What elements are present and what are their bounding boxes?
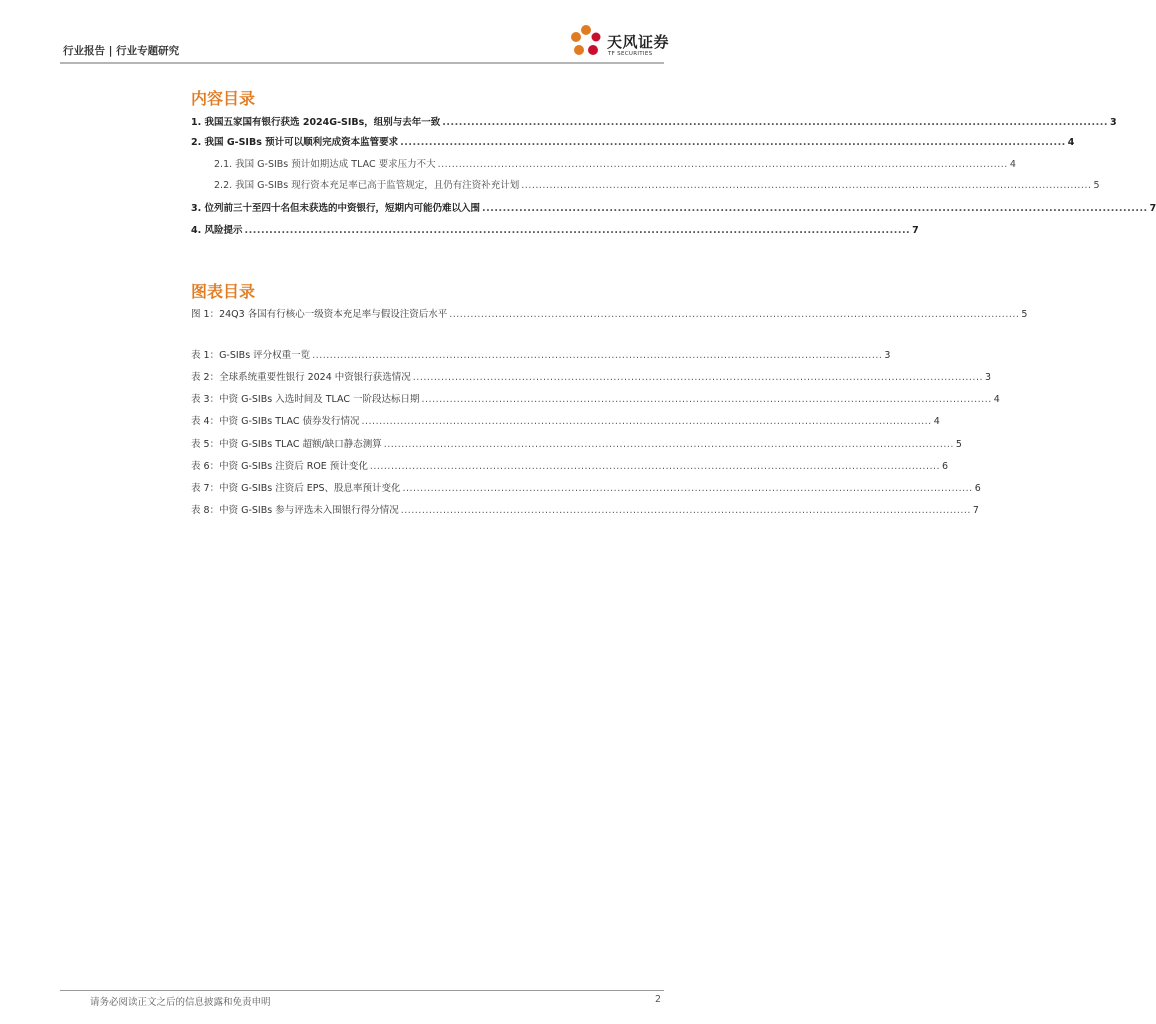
dot-leader: .................................................................................................................................................................. xyxy=(412,372,983,383)
footer-divider xyxy=(60,990,664,991)
toc-page-number: 7 xyxy=(912,225,919,236)
toc-page-number: 5 xyxy=(1093,180,1100,191)
dot-leader: .................................................................................................................................................................. xyxy=(312,350,883,361)
table-entry[interactable]: 表 1：G-SIBs 评分权重一览 .................................................................................................................................................................. 3 xyxy=(191,348,666,364)
toc-entry[interactable]: 2. 我国 G-SIBs 预计可以顺利完成资本监管要求 .................................................................................................................................................................. 4 xyxy=(191,135,666,151)
dot-leader: .................................................................................................................................................................. xyxy=(383,439,954,450)
page-number: 2 xyxy=(655,994,662,1005)
flower-logo-icon xyxy=(567,22,605,60)
report-category: 行业报告 | 行业专题研究 xyxy=(63,45,180,57)
dot-leader: .................................................................................................................................................................. xyxy=(369,461,941,472)
dot-leader: .................................................................................................................................................................. xyxy=(400,137,1066,148)
dot-leader: .................................................................................................................................................................. xyxy=(361,416,932,427)
table-entry[interactable]: 表 3：中资 G-SIBs 入选时间及 TLAC 一阶段达标日期 .................................................................................................................................................................. 4 xyxy=(191,392,666,408)
toc-subentry[interactable]: 2.1. 我国 G-SIBs 预计如期达成 TLAC 要求压力不大 .................................................................................................................................................................. 4 xyxy=(214,157,666,173)
dot-leader: .................................................................................................................................................................. xyxy=(244,225,911,236)
dot-leader: .................................................................................................................................................................. xyxy=(402,483,973,494)
toc-entry[interactable]: 1. 我国五家国有银行获选 2024G-SIBs，组别与去年一致 .................................................................................................................................................................. 3 xyxy=(191,115,666,131)
logo-chinese-name: 天风证券 xyxy=(607,33,670,51)
footer-disclaimer: 请务必阅读正文之后的信息披露和免责申明 xyxy=(90,997,271,1008)
dot-leader: .................................................................................................................................................................. xyxy=(400,505,971,516)
toc-page-number: 3 xyxy=(1109,117,1117,128)
toc-subentry[interactable]: 2.2. 我国 G-SIBs 现行资本充足率已高于监管规定，且仍有注资补充计划 .................................................................................................................................................................. 5 xyxy=(214,178,666,194)
dot-leader: .................................................................................................................................................................. xyxy=(449,309,1020,320)
table-page-number: 6 xyxy=(942,461,949,472)
toc-entry[interactable]: 4. 风险提示 .................................................................................................................................................................. 7 xyxy=(191,223,666,239)
figures-heading: 图表目录 xyxy=(191,282,256,301)
figure-entry[interactable]: 图 1：24Q3 各国有行核心一级资本充足率与假设注资后水平 .................................................................................................................................................................. 5 xyxy=(191,307,666,323)
table-entry[interactable]: 表 6：中资 G-SIBs 注资后 ROE 预计变化 .................................................................................................................................................................. 6 xyxy=(191,459,666,475)
figure-page-number: 5 xyxy=(1021,309,1028,320)
table-entry[interactable]: 表 8：中资 G-SIBs 参与评选未入围银行得分情况 .................................................................................................................................................................. 7 xyxy=(191,503,666,519)
header-divider xyxy=(60,62,664,64)
table-entry[interactable]: 表 7：中资 G-SIBs 注资后 EPS、股息率预计变化 .................................................................................................................................................................. 6 xyxy=(191,481,666,497)
toc-page-number: 7 xyxy=(1149,203,1156,214)
dot-leader: .................................................................................................................................................................. xyxy=(442,117,1108,128)
toc-page-number: 4 xyxy=(1067,137,1075,148)
table-page-number: 5 xyxy=(955,439,962,450)
toc-page-number: 4 xyxy=(1009,159,1016,170)
dot-leader: .................................................................................................................................................................. xyxy=(482,203,1148,214)
table-page-number: 3 xyxy=(884,350,891,361)
table-entry[interactable]: 表 5：中资 G-SIBs TLAC 超额/缺口静态测算 .................................................................................................................................................................. 5 xyxy=(191,437,666,453)
table-page-number: 4 xyxy=(993,394,1000,405)
toc-heading: 内容目录 xyxy=(191,89,256,108)
table-entry[interactable]: 表 2：全球系统重要性银行 2024 中资银行获选情况 .................................................................................................................................................................. 3 xyxy=(191,370,666,386)
dot-leader: .................................................................................................................................................................. xyxy=(421,394,992,405)
table-page-number: 4 xyxy=(933,416,940,427)
table-page-number: 6 xyxy=(974,483,981,494)
dot-leader: .................................................................................................................................................................. xyxy=(521,180,1092,191)
dot-leader: .................................................................................................................................................................. xyxy=(437,159,1008,170)
company-logo xyxy=(567,22,673,60)
table-page-number: 3 xyxy=(985,372,992,383)
table-page-number: 7 xyxy=(972,505,979,516)
logo-english-name: TF SECURITIES xyxy=(608,51,653,57)
toc-entry[interactable]: 3. 位列前三十至四十名但未获选的中资银行，短期内可能仍难以入围 .................................................................................................................................................................. 7 xyxy=(191,201,666,217)
table-entry[interactable]: 表 4：中资 G-SIBs TLAC 债券发行情况 .................................................................................................................................................................. 4 xyxy=(191,414,666,430)
